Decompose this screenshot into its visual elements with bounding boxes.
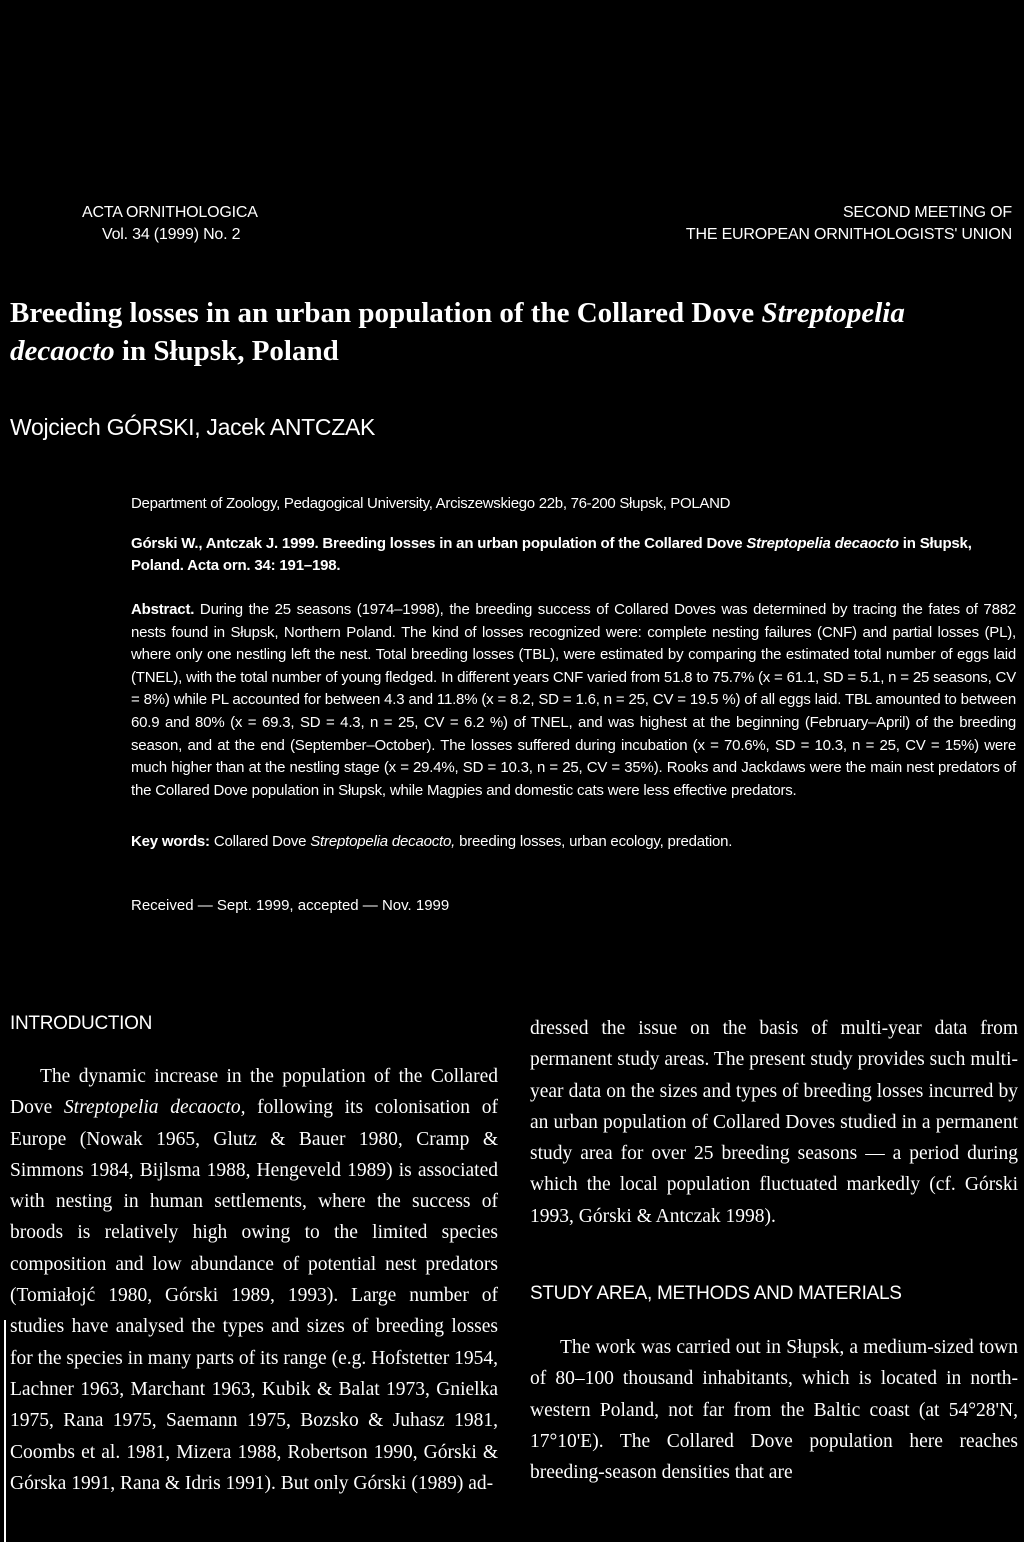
keywords-text-1: Collared Dove (209, 833, 311, 850)
intro-species: Streptopelia decaocto, (63, 1097, 246, 1119)
introduction-heading: INTRODUCTION (10, 1013, 153, 1034)
journal-volume: Vol. 34 (1999) No. 2 (102, 226, 241, 243)
introduction-paragraph-1 (10, 1061, 498, 1499)
methods-heading: STUDY AREA, METHODS AND MATERIALS (530, 1283, 902, 1304)
methods-paragraph-1: The work was carried out in Słupsk, a medium-sized town of 80–100 thousand inhabitants, which is located in north-western Poland, not far from the Baltic coast (at 54°28'N, 17°10'E). The Collared Dove population here reaches breeding-season densities that are (530, 1337, 1018, 1484)
meeting-line-1: SECOND MEETING OF (842, 204, 1012, 221)
journal-header (82, 202, 258, 246)
citation-text-1: Górski W., Antczak J. 1999. Breeding losses in an urban population of the Collared Dove (131, 535, 747, 552)
abstract-label: Abstract. (131, 601, 195, 618)
title-text-1: Breeding losses in an urban population of the Collared Dove (10, 297, 762, 329)
keywords-species: Streptopelia decaocto, (310, 833, 456, 850)
citation (131, 533, 1016, 577)
keywords-text-2: breeding losses, urban ecology, predation. (455, 833, 733, 850)
paper-title (10, 294, 1010, 370)
received-date: Received — Sept. 1999, accepted — Nov. 1999 (131, 897, 450, 914)
introduction-paragraph-2: dressed the issue on the basis of multi-year data from permanent study areas. The present study provides such multi-year data on the sizes and types of breeding losses incurred by an urban population of Collared Doves studied in a permanent study area for over 25 breeding seasons — a period during which the local population fluctuated markedly (cf. Górski 1993, Górski & Antczak 1998). (530, 1018, 1018, 1227)
authors: Wojciech GÓRSKI, Jacek ANTCZAK (10, 414, 376, 440)
abstract (131, 599, 1016, 802)
scan-edge-line (4, 1320, 6, 1542)
meeting-line-2: THE EUROPEAN ORNITHOLOGISTS' UNION (685, 226, 1012, 243)
title-species: Streptopelia decaocto (10, 297, 905, 367)
abstract-text: During the 25 seasons (1974–1998), the breeding success of Collared Doves was determined by tracing the fates of 7882 nests found in Słupsk, Northern Poland. The kind of losses recognized were: complete nesting failures (CNF) and partial losses (PL), where only one nestling left the nest. Total breeding losses (TBL), were estimated by comparing the estimated total number of eggs laid (TNEL), with the total number of young fledged. In different years CNF varied from 51.8 to 75.7% (x = 61.1, SD = 5.1, n = 25 seasons, CV = 8%) while PL accounted for between 4.3 and 11.8% (x = 8.2, SD = 1.6, n = 25, CV = 19.5 %) of all eggs laid. TBL amounted to between 60.9 and 80% (x = 69.3, SD = 4.3, n = 25, CV = 6.2 %) of TNEL, and was highest at the beginning (February–April) of the breeding season, and at the end (September–October). The losses suffered during incubation (x = 70.6%, SD = 10.3, n = 25, CV = 15%) were much higher than at the nestling stage (x = 29.4%, SD = 10.3, n = 25, CV = 35%). Rooks and Jackdaws were the main nest predators of the Collared Dove population in Słupsk, while Magpies and domestic cats were less effective predators. (131, 601, 1016, 799)
title-text-2: in Słupsk, Poland (114, 335, 339, 367)
affiliation: Department of Zoology, Pedagogical University, Arciszewskiego 22b, 76-200 Słupsk, POLAND (131, 495, 731, 512)
citation-species: Streptopelia decaocto (746, 535, 899, 552)
meeting-header (686, 202, 1012, 246)
journal-name: ACTA ORNITHOLOGICA (82, 204, 258, 221)
intro-text-1: The dynamic increase in the population of the Collared Dove (10, 1066, 498, 1119)
intro-text-2: following its colonisation of Europe (Nowak 1965, Glutz & Bauer 1980, Cramp & Simmons 1984, Bijlsma 1988, Hengeveld 1989) is associated with nesting in human settlements, where the success of broods is relatively high owing to the limited species composition and low abundance of potential nest predators (Tomiałojć 1980, Górski 1989, 1993). Large number of studies have analysed the types and sizes of breeding losses for the species in many parts of its range (e.g. Hofstetter 1954, Lachner 1963, Marchant 1963, Kubik & Balat 1973, Gnielka 1975, Rana 1975, Saemann 1975, Bozsko & Juhasz 1981, Coombs et al. 1981, Mizera 1988, Robertson 1990, Górski & Górska 1991, Rana & Idris 1991). But only Górski (1989) ad- (10, 1097, 498, 1494)
keywords (131, 833, 1016, 850)
citation-text-2: in Słupsk, Poland. Acta orn. 34: 191–198. (131, 535, 972, 574)
keywords-label: Key words: (131, 833, 210, 850)
